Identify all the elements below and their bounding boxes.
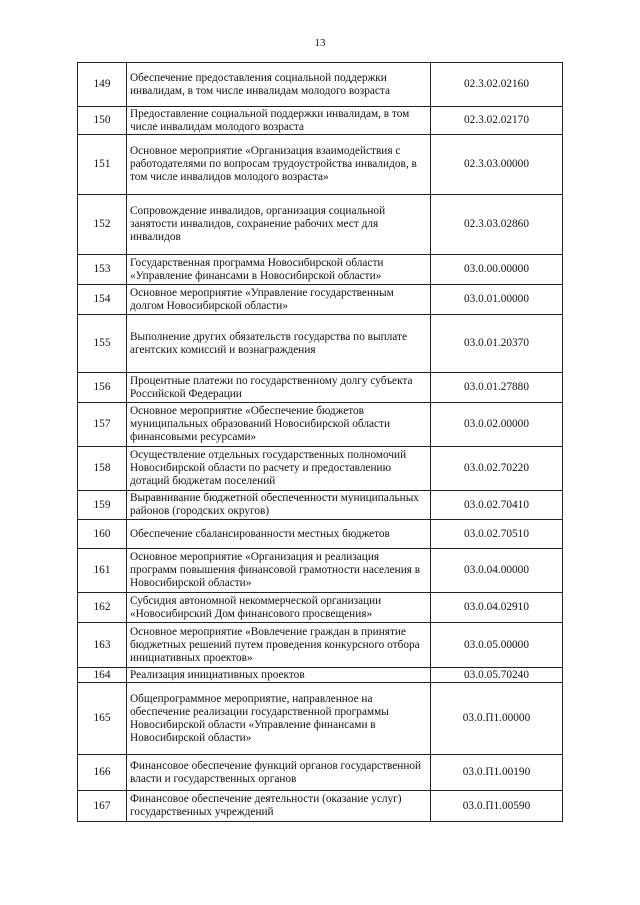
row-description: Общепрограммное мероприятие, направленное на обеспечение реализации государственной программы Новосибирской области «Управление финансами в Новосибирской области» [127, 683, 431, 755]
row-number: 163 [78, 623, 127, 668]
row-code: 03.0.00.00000 [431, 255, 563, 285]
row-description: Выравнивание бюджетной обеспеченности муниципальных районов (городских округов) [127, 491, 431, 520]
row-code: 03.0.П1.00000 [431, 683, 563, 755]
row-code: 02.3.03.02860 [431, 195, 563, 255]
row-description: Обеспечение сбалансированности местных бюджетов [127, 520, 431, 549]
row-code: 03.0.02.70220 [431, 447, 563, 491]
row-description: Реализация инициативных проектов [127, 668, 431, 683]
row-number: 153 [78, 255, 127, 285]
table-row [78, 683, 563, 755]
row-code: 02.3.02.02160 [431, 63, 563, 107]
table-row [78, 195, 563, 255]
row-code: 03.0.01.27880 [431, 373, 563, 403]
table-row [78, 107, 563, 135]
row-description: Государственная программа Новосибирской области «Управление финансами в Новосибирской области» [127, 255, 431, 285]
page-number: 13 [314, 37, 326, 49]
row-number: 164 [78, 668, 127, 683]
row-description: Осуществление отдельных государственных полномочий Новосибирской области по расчету и предоставлению дотаций бюджетам поселений [127, 447, 431, 491]
row-description: Обеспечение предоставления социальной поддержки инвалидам, в том числе инвалидам молодого возраста [127, 63, 431, 107]
row-number: 155 [78, 315, 127, 373]
row-description: Процентные платежи по государственному долгу субъекта Российской Федерации [127, 373, 431, 403]
row-code: 03.0.05.70240 [431, 668, 563, 683]
row-code: 03.0.01.00000 [431, 285, 563, 315]
table-row [78, 755, 563, 791]
row-number: 157 [78, 403, 127, 447]
table-row [78, 373, 563, 403]
row-number: 156 [78, 373, 127, 403]
row-description: Сопровождение инвалидов, организация социальной занятости инвалидов, сохранение рабочих мест для инвалидов [127, 195, 431, 255]
row-code: 03.0.04.00000 [431, 549, 563, 593]
row-code: 03.0.05.00000 [431, 623, 563, 668]
row-number: 162 [78, 593, 127, 623]
table-row [78, 255, 563, 285]
row-description: Основное мероприятие «Управление государственным долгом Новосибирской области» [127, 285, 431, 315]
row-description: Основное мероприятие «Обеспечение бюджетов муниципальных образований Новосибирской области финансовыми ресурсами» [127, 403, 431, 447]
row-number: 154 [78, 285, 127, 315]
row-code: 02.3.02.02170 [431, 107, 563, 135]
row-code: 03.0.02.70510 [431, 520, 563, 549]
table-row [78, 549, 563, 593]
row-description: Выполнение других обязательств государства по выплате агентских комиссий и вознаграждения [127, 315, 431, 373]
table-row [78, 447, 563, 491]
row-number: 161 [78, 549, 127, 593]
row-description: Финансовое обеспечение функций органов государственной власти и государственных органов [127, 755, 431, 791]
row-code: 03.0.02.00000 [431, 403, 563, 447]
table-row [78, 135, 563, 195]
row-number: 150 [78, 107, 127, 135]
table-row [78, 63, 563, 107]
table-row [78, 403, 563, 447]
row-description: Основное мероприятие «Организация и реализация программ повышения финансовой грамотности населения в Новосибирской области» [127, 549, 431, 593]
row-number: 159 [78, 491, 127, 520]
table-row [78, 623, 563, 668]
row-number: 160 [78, 520, 127, 549]
row-description: Основное мероприятие «Вовлечение граждан в принятие бюджетных решений путем проведения конкурсного отбора инициативных проектов» [127, 623, 431, 668]
row-description: Финансовое обеспечение деятельности (оказание услуг) государственных учреждений [127, 791, 431, 822]
row-code: 03.0.П1.00590 [431, 791, 563, 822]
table-row [78, 520, 563, 549]
row-number: 165 [78, 683, 127, 755]
row-number: 152 [78, 195, 127, 255]
table-row [78, 668, 563, 683]
row-number: 149 [78, 63, 127, 107]
row-number: 151 [78, 135, 127, 195]
row-number: 166 [78, 755, 127, 791]
table-row [78, 285, 563, 315]
budget-classification-table [77, 62, 563, 822]
table-row [78, 315, 563, 373]
table-row [78, 491, 563, 520]
row-number: 158 [78, 447, 127, 491]
row-description: Предоставление социальной поддержки инвалидам, в том числе инвалидам молодого возраста [127, 107, 431, 135]
row-code: 03.0.02.70410 [431, 491, 563, 520]
table-row [78, 593, 563, 623]
row-description: Основное мероприятие «Организация взаимодействия с работодателями по вопросам трудоустройства инвалидов, в том числе инвалидов молодого возраста» [127, 135, 431, 195]
row-description: Субсидия автономной некоммерческой организации «Новосибирский Дом финансового просвещения» [127, 593, 431, 623]
row-code: 02.3.03.00000 [431, 135, 563, 195]
row-code: 03.0.П1.00190 [431, 755, 563, 791]
row-code: 03.0.04.02910 [431, 593, 563, 623]
table-row [78, 791, 563, 822]
row-number: 167 [78, 791, 127, 822]
row-code: 03.0.01.20370 [431, 315, 563, 373]
